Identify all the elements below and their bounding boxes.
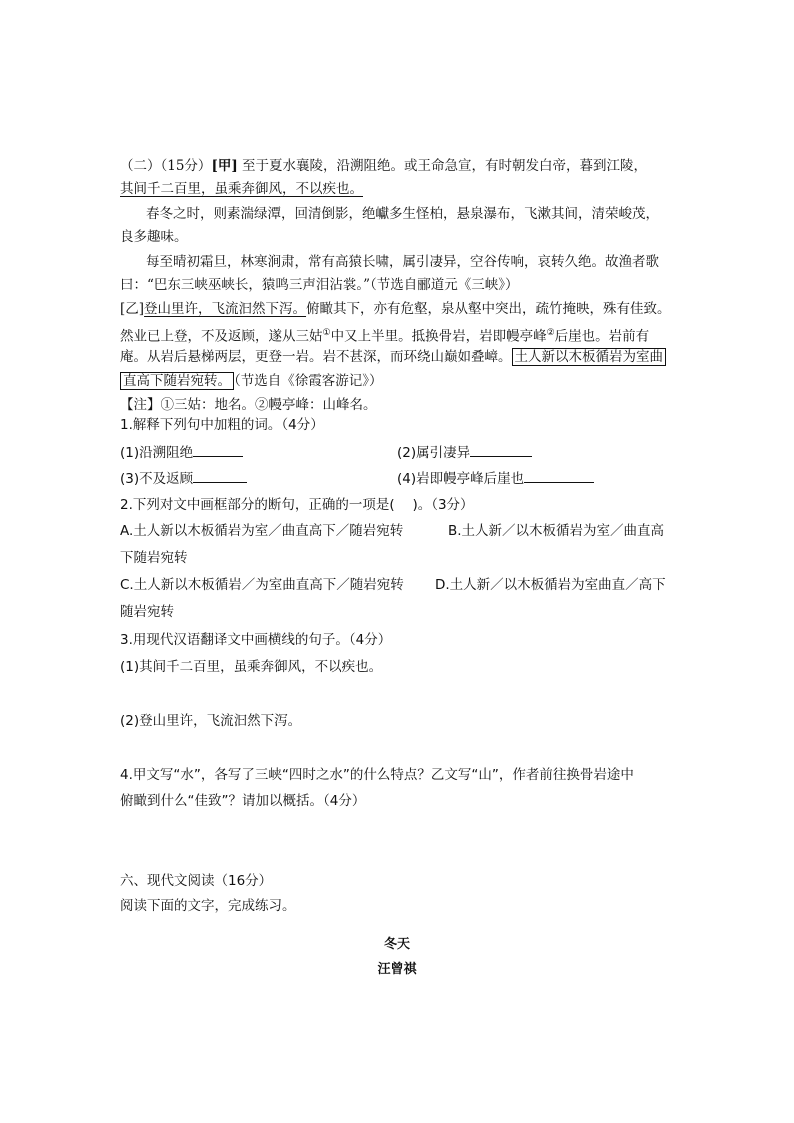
question-1-item xyxy=(120,467,247,490)
passage-line: 每至晴初霜旦，林寒涧肃，常有高猿长啸，属引凄异，空谷传响，哀转久绝。故渔者歌 xyxy=(146,254,659,270)
passage-line: 春冬之时，则素湍绿潭，回清倒影，绝巘多生怪柏，悬泉瀑布，飞漱其间，清荣峻茂， xyxy=(146,206,659,222)
option-d[interactable]: D.土人新／以木板循岩为室曲直／高下 xyxy=(435,577,666,593)
passage-line xyxy=(120,370,383,392)
source-citation: （节选自《徐霞客游记》） xyxy=(234,373,383,389)
answer-blank[interactable] xyxy=(524,467,594,483)
answer-blank[interactable] xyxy=(193,467,247,483)
item-text: (1)沿溯阻绝 xyxy=(120,445,194,461)
footnote-marker: ① xyxy=(322,328,331,338)
question-1-item xyxy=(397,441,532,464)
section-heading: （二）（15分） xyxy=(120,158,212,174)
option-b[interactable]: B.土人新／以木板循岩为室／曲直高 xyxy=(448,523,665,539)
passage-line xyxy=(120,298,671,320)
question-3: 3.用现代汉语翻译文中画横线的句子。（4分） xyxy=(120,632,392,648)
boxed-sentence: 直高下随岩宛转。 xyxy=(120,372,234,390)
footnote-marker: ② xyxy=(546,328,555,338)
question-3-part-2: (2)登山里许，飞流汩然下泻。 xyxy=(120,713,302,729)
item-text: (2)属引凄异 xyxy=(397,445,471,461)
passage-text: 俯瞰其下，亦有危壑，泉从壑中突出，疏竹掩映，殊有佳致。 xyxy=(306,301,671,317)
passage-line xyxy=(120,346,666,368)
underlined-sentence: 其间千二百里，虽乘奔御风，不以疾也。 xyxy=(120,181,363,197)
option-a[interactable]: A.土人新以木板循岩为室／曲直高下／随岩宛转 xyxy=(120,523,404,539)
yi-marker: [乙] xyxy=(120,301,145,317)
option-c[interactable]: C.土人新以木板循岩／为室曲直高下／随岩宛转 xyxy=(120,577,404,593)
section-6-heading: 六、现代文阅读（16分） xyxy=(120,873,273,889)
annotation-note: 【注】①三姑：地名。②幔亭峰：山峰名。 xyxy=(120,397,377,413)
passage-text: 中又上半里。抵换骨岩，岩即幔亭峰 xyxy=(330,328,547,345)
question-4: 4.甲文写“水”，各写了三峡“四时之水”的什么特点？乙文写“山”，作者前往换骨岩途中 xyxy=(120,767,634,783)
question-1-item xyxy=(397,467,594,490)
passage-line: 曰：“巴东三峡巫峡长，猿鸣三声泪沾裳。”（节选自郦道元《三峡》） xyxy=(120,277,519,293)
passage-text: 然业已上登，不及返顾，遂从三姑 xyxy=(120,328,323,345)
underlined-sentence: 登山里许，飞流汩然下泻。 xyxy=(144,301,307,317)
passage-line xyxy=(120,322,649,348)
jia-marker: [甲] xyxy=(211,158,238,174)
option-b-continued[interactable]: 下随岩宛转 xyxy=(120,550,188,566)
article-author: 汪曾祺 xyxy=(377,962,417,977)
question-3-part-1: (1)其间千二百里，虽乘奔御风，不以疾也。 xyxy=(120,659,383,675)
passage-line xyxy=(120,155,647,177)
question-1: 1.解释下列句中加粗的词。（4分） xyxy=(120,417,324,433)
item-text: (4)岩即幔亭峰后崖也 xyxy=(397,471,525,487)
passage-text: 后崖也。岩前有 xyxy=(554,328,650,345)
boxed-sentence: 土人新以木板循岩为室曲 xyxy=(512,348,667,366)
option-d-continued[interactable]: 随岩宛转 xyxy=(120,604,174,620)
question-2: 2.下列对文中画框部分的断句，正确的一项是( )。（3分） xyxy=(120,497,474,513)
question-4-continued: 俯瞰到什么“佳致”？请加以概括。（4分） xyxy=(120,793,366,809)
answer-blank[interactable] xyxy=(193,441,243,457)
article-title: 冬天 xyxy=(383,937,410,952)
passage-text: 庵。从岩后悬梯两层，更登一岩。岩不甚深，而环绕山巅如叠嶂。 xyxy=(120,349,512,365)
item-text: (3)不及返顾 xyxy=(120,471,194,487)
section-6-instruction: 阅读下面的文字，完成练习。 xyxy=(120,898,296,914)
passage-line: 良多趣味。 xyxy=(120,229,188,245)
answer-blank[interactable] xyxy=(470,441,532,457)
question-1-item xyxy=(120,441,243,464)
passage-text: 至于夏水襄陵，沿溯阻绝。或王命急宣，有时朝发白帝，暮到江陵， xyxy=(242,158,648,174)
passage-line xyxy=(120,178,363,200)
